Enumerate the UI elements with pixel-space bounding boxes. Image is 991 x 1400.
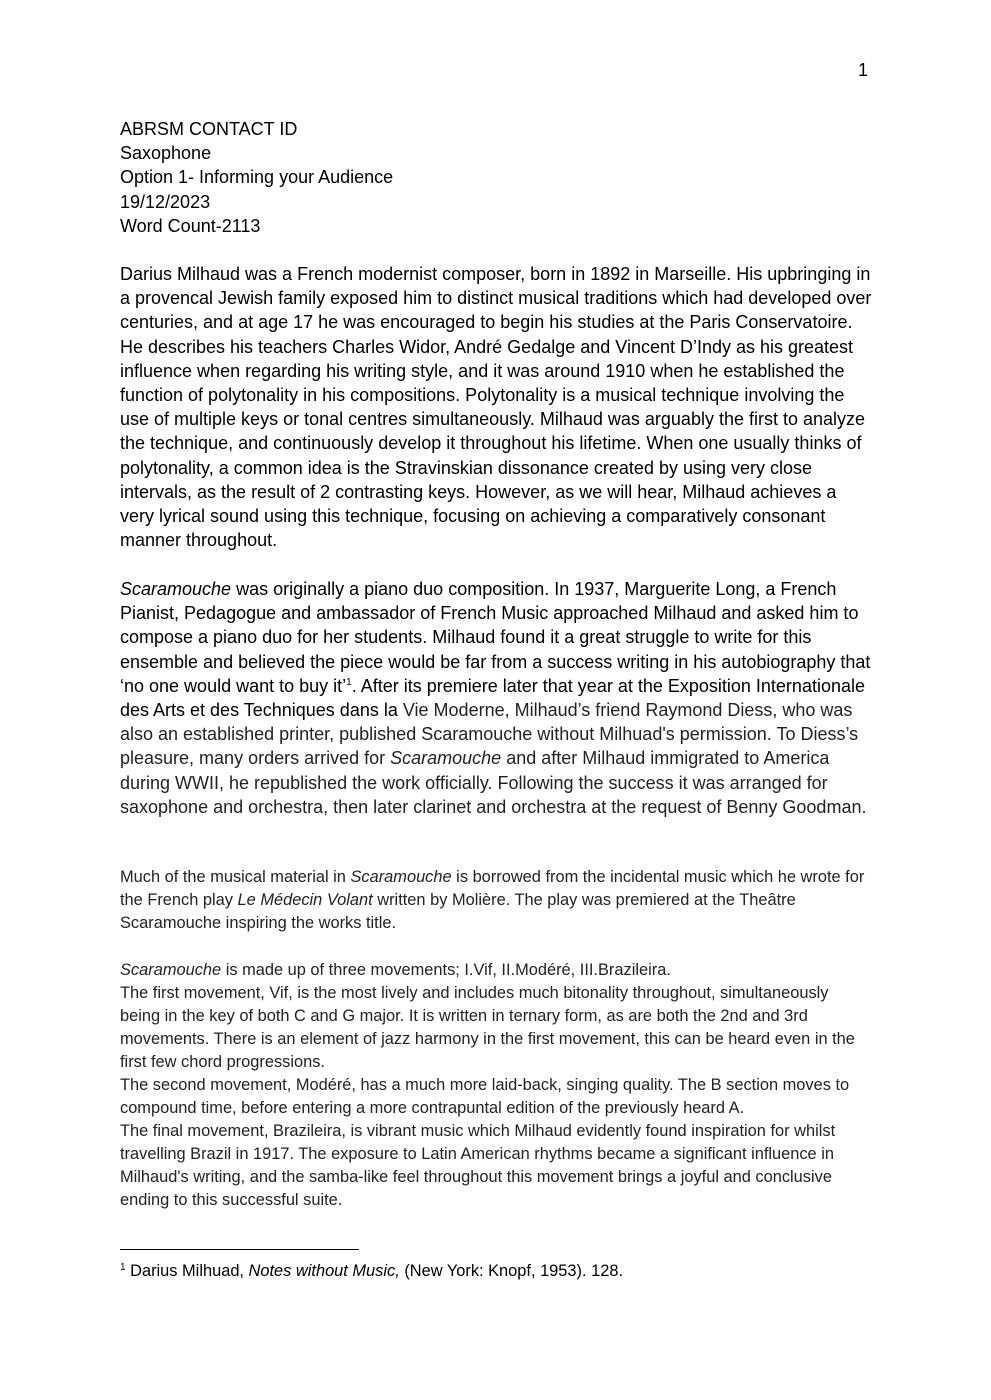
work-title-italic: Scaramouche [390,748,502,769]
document-header [120,117,393,238]
footnote-text: (New York: Knopf, 1953). 128. [399,1262,623,1280]
word-count-line: Word Count-2113 [120,215,261,236]
work-title-italic: Scaramouche [120,961,222,979]
work-title-italic: Scaramouche [350,868,452,886]
footnote-reference: 1 [346,676,352,688]
paragraph-musical-material [120,866,872,935]
paragraph-scaramouche-history [120,577,872,819]
footnote-number: 1 [120,1262,126,1273]
movements-intro-line [120,959,872,982]
paragraph-text: Much of the musical material in [120,868,351,886]
paragraph-text: is made up of three movements; I.Vif, II.Modéré, III.Brazileira. [221,961,671,979]
paragraph-text: Vie Moderne, Milhaud’s friend Raymond Diess, who was also an established printer, published Scaramouche without Milhuad's permission. To Diess’s pleasure, many orders arrived for [120,700,859,769]
option-line: Option 1- Informing your Audience [120,167,394,188]
paragraph-text: . After its premiere later that year at the Exposition Internationale des Arts et des Techniques dans la [120,675,865,721]
instrument-line: Saxophone [120,143,212,164]
date-line: 19/12/2023 [120,191,211,212]
contact-id-line: ABRSM CONTACT ID [120,119,298,139]
paragraph-text: and after Milhaud immigrated to America during WWII, he republished the work officially. Following the success it was arranged for saxophone and orchestra, then later clarinet and orchestra at the request of Benny Goodman. [120,748,867,817]
footnote [120,1260,623,1282]
paragraph-text: was originally a piano duo composition. In 1937, Marguerite Long, a French Pianist, Pedagogue and ambassador of French Music approached Milhaud and asked him to compose a piano duo for her students. Milhaud found it a great struggle to write for this ensemble and believed the piece would be far from a success writing in his autobiography that ‘no one would want to buy it’ [120,579,871,696]
paragraph-movements [120,959,872,1212]
play-title-italic: Le Médecin Volant [237,891,373,909]
footnote-separator [120,1249,359,1250]
work-title-italic: Scaramouche [120,579,232,599]
movement-three-text: The final movement, Brazileira, is vibrant music which Milhaud evidently found inspiration for whilst travelling Brazil in 1917. The exposure to Latin American rhythms became a significant influence in Milhaud's writing, and the samba-like feel throughout this movement brings a joyful and conclusive ending to this successful suite. [120,1122,836,1209]
movement-one-text: The first movement, Vif, is the most lively and includes much bitonality throughout, simultaneously being in the key of both C and G major. It is written in ternary form, as are both the 2nd and 3rd movements. There is an element of jazz harmony in the first movement, this can be heard even in the first few chord progressions. [120,984,855,1071]
page-number: 1 [857,60,868,80]
paragraph-milhaud-biography: Darius Milhaud was a French modernist composer, born in 1892 in Marseille. His upbringing in a provencal Jewish family exposed him to distinct musical traditions which had developed over centuries, and at age 17 he was encouraged to begin his studies at the Paris Conservatoire. He describes his teachers Charles Widor, André Gedalge and Vincent D’Indy as his greatest influence when regarding his writing style, and it was around 1910 when he established the function of polytonality in his compositions. Polytonality is a musical technique involving the use of multiple keys or tonal centres simultaneously. Milhaud was arguably the first to analyze the technique, and continuously develop it throughout his lifetime. When one usually thinks of polytonality, a common idea is the Stravinskian dissonance created by using very close intervals, as the result of 2 contrasting keys. However, as we will hear, Milhaud achieves a very lyrical sound using this technique, focusing on achieving a comparatively consonant manner throughout. [120,264,872,551]
movement-two-text: The second movement, Modéré, has a much more laid-back, singing quality. The B section moves to compound time, before entering a more contrapuntal edition of the previously heard A. [120,1076,850,1117]
paragraph-text: written by Molière. The play was premiered at the Theâtre Scaramouche inspiring the works title. [120,891,796,932]
book-title-italic: Notes without Music, [248,1262,400,1280]
footnote-text: Darius Milhuad, [125,1262,249,1280]
paragraph-text: is borrowed from the incidental music which he wrote for the French play [120,868,865,909]
